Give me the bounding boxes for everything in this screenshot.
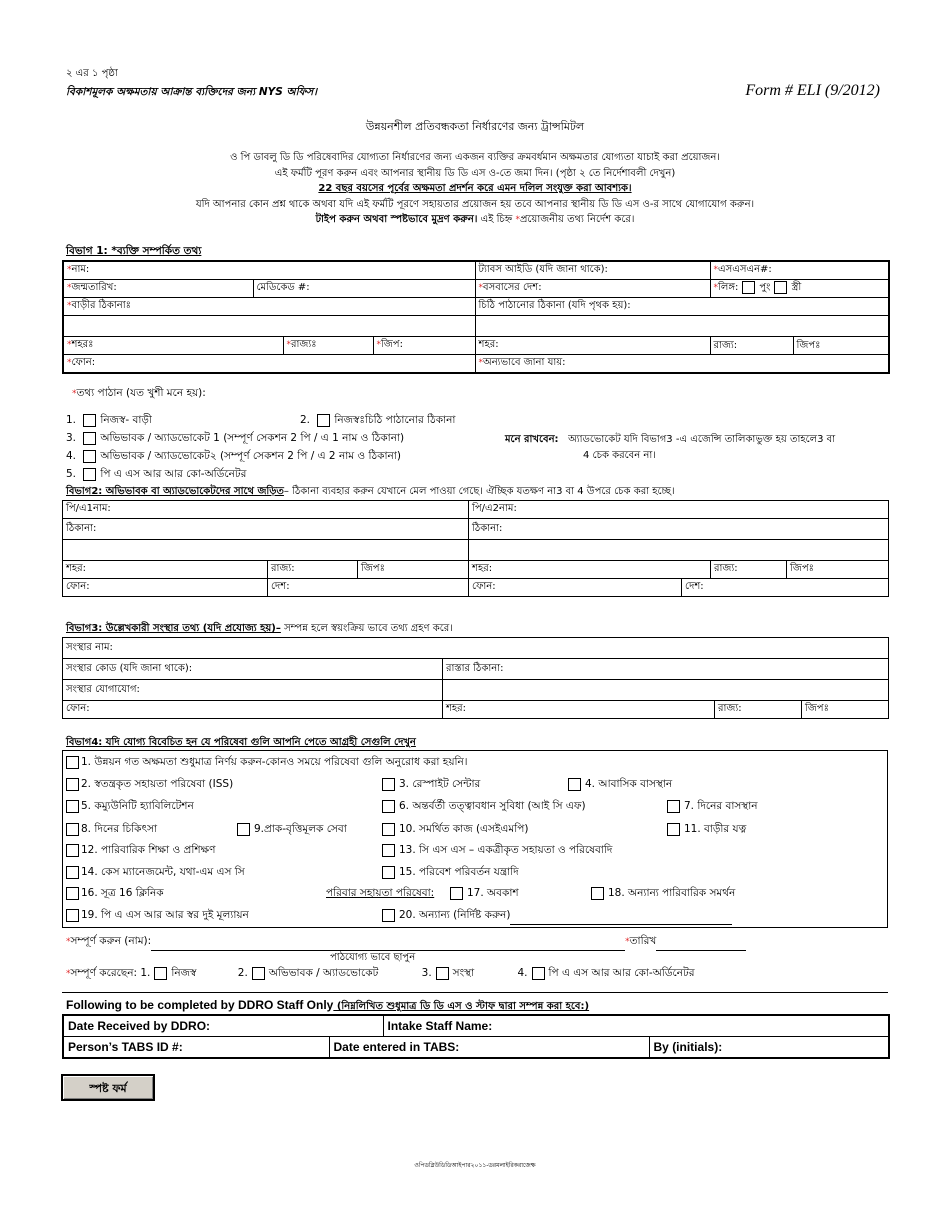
female-checkbox[interactable] [774,281,787,294]
service-13-checkbox[interactable] [382,844,395,857]
service-12-checkbox[interactable] [66,844,79,857]
service-14-checkbox[interactable] [66,866,79,879]
note-text-1: অ্যাডভোকেট যদি বিভাগ3 -এ এজেন্সি তালিকাভুক্ত হয় তাহলে3 বা [568,434,836,445]
send-pasrr-checkbox[interactable] [83,468,96,481]
name-label: নাম: [71,264,90,275]
org-name-field[interactable]: সংস্থার নাম: [63,638,889,659]
intro-text [0,150,950,229]
opt4-num: 4. [66,450,80,462]
service-11 [667,822,746,839]
service-4 [568,777,672,794]
note-label: মনে রাখবেন: [505,434,559,445]
pa1-name-field[interactable]: পি/এ1নাম: [63,501,469,519]
service-2-checkbox[interactable] [66,778,79,791]
service-19-checkbox[interactable] [66,909,79,922]
asterisk: * [713,283,719,293]
service-9 [237,822,347,839]
city-label: শহরঃ [71,339,94,350]
gender-label: লিঙ্গ: [718,282,739,293]
service-10-label: 10. সমর্থিত কাজ (এসইএমপি) [399,823,529,835]
name-field[interactable] [63,261,475,280]
service-11-label: 11. বাড়ীর যত্ন [684,823,747,835]
service-18-label: 18. অন্যান্য পারিবারিক সমর্থন [608,887,736,899]
country-field[interactable] [475,280,710,298]
home-address-line2[interactable] [63,316,475,337]
completed-by-row [66,966,695,983]
country-label: বসবাসের দেশ: [483,282,542,293]
service-13 [382,843,612,860]
asterisk: * [67,283,72,293]
dob-label: জন্মতারিখ: [71,282,117,293]
pa2-name-field[interactable]: পি/এ2নাম: [469,501,889,519]
service-17 [450,886,519,903]
date-entered-field[interactable]: Date entered in TABS: [329,1037,649,1059]
c2-num: 2. [237,967,248,979]
completed-by-name-label: সম্পূর্ণ করুন (নাম): [70,935,152,947]
zip-field[interactable] [373,337,475,355]
completed-by-pasrr-checkbox[interactable] [532,967,545,980]
completed-by-agency-label: সংস্থা [452,967,475,979]
service-20-specify-field[interactable] [510,912,732,925]
service-17-checkbox[interactable] [450,887,463,900]
street-address-line2[interactable] [443,680,889,701]
mail-city-field[interactable]: শহর: [475,337,710,355]
service-3-checkbox[interactable] [382,778,395,791]
pa2-country-field[interactable]: দেশ: [682,579,889,597]
medicaid-field[interactable]: মেডিকেড #: [253,280,475,298]
pa1-address-line2[interactable] [63,540,469,561]
pa1-phone-field[interactable]: ফোন: [63,579,268,597]
pa2-city-field[interactable]: শহর: [469,561,711,579]
completed-by-name-row [66,934,746,951]
service-1 [66,755,468,772]
pa1-city-field[interactable]: শহর: [63,561,268,579]
send-own-home-checkbox[interactable] [83,414,96,427]
ssn-label: এসএসএন#: [718,264,772,275]
male-label: পুং [759,282,771,293]
service-5-label: 5. কম্যুউনিটি হ্যাবিলিটেশন [81,800,194,812]
service-16-label: 16. সূত্র 16 ক্লিনিক [81,887,164,899]
required-asterisk: * [515,215,520,225]
service-16 [66,886,164,903]
service-4-label: 4. আবাসিক বাসস্থান [585,778,673,790]
completed-by-pasrr-label: পি এ এস আর আর কো-অর্ডিনেটর [548,967,695,979]
pa1-country-field[interactable]: দেশ: [268,579,469,597]
org-state-field[interactable]: রাজ্য: [715,701,802,719]
mail-address-field[interactable]: চিঠি পাঠানোর ঠিকানা (যদি পৃথক হয়): [475,298,889,316]
send-option-2 [300,413,455,430]
service-14-label: 14. কেস ম্যানেজমেন্ট, যথা-এম এস সি [81,866,245,878]
asterisk: * [66,969,71,979]
home-address-field[interactable] [63,298,475,316]
send-note-2: 4 চেক করবেন না। [583,450,656,461]
mail-state-zip-field[interactable] [710,337,889,355]
asterisk: * [66,937,71,947]
ssn-field[interactable] [710,261,889,280]
service-3 [382,777,480,794]
opt2-text: নিজস্বঃচিঠি পাঠানোর ঠিকানা [334,414,456,426]
send-own-mail-checkbox[interactable] [317,414,330,427]
by-initials-field[interactable]: By (initials): [649,1037,889,1059]
pa2-state-field[interactable]: রাজ্য: [711,561,787,579]
section1-title: বিভাগ 1: *ব্যক্তি সম্পর্কিত তথ্য [66,245,202,257]
agency-name: বিকাশমূলক অক্ষমতায় আক্রান্ত ব্যক্তিদের জন্য NYS অফিস। [66,86,317,98]
opt1-text: নিজস্ব- বাড়ী [100,414,152,426]
opt3-num: 3. [66,432,80,444]
intro-line-4: যদি আপনার কোন প্রশ্ন থাকে অথবা যদি এই ফর্মটি পূরণে সহায়তার প্রয়োজন হয় তবে আপনার স্থানীয় ডি ডি এস ও-র সাথে যোগাযোগ করুন। [195,198,755,210]
org-city-field[interactable]: শহর: [443,701,715,719]
opt3-text: অভিভাবক / অ্যাডভোকেট 1 (সম্পূর্ণ সেকশন 2 পি / এ 1 নাম ও ঠিকানা) [100,432,405,444]
asterisk: * [286,340,291,350]
service-6-checkbox[interactable] [382,800,395,813]
service-15 [382,865,519,882]
male-checkbox[interactable] [742,281,755,294]
tabs-id-field[interactable]: ট্যাবস আইডি (যদি জানা থাকে): [475,261,710,280]
service-12 [66,843,215,860]
phone-label: ফোন: [71,357,96,368]
intro-line-1: ও পি ডাবলু ডি ডি পরিষেবাদির যোগ্যতা নির্ধারণের জন্য একজন ব্যক্তির ক্রমবর্ধমান অক্ষমতার যোগ্যতা যাচাই করা প্রয়োজন। [230,152,720,163]
send-advocate2-checkbox[interactable] [83,450,96,463]
form-number: Form # ELI (9/2012) [745,82,880,99]
asterisk: * [67,265,72,275]
phone-field[interactable] [63,355,475,374]
state-label: রাজ্যঃ [291,339,317,350]
asterisk: * [67,340,72,350]
service-8-label: 8. দিনের চিকিৎসা [81,823,158,835]
service-9-checkbox[interactable] [237,823,250,836]
service-18 [591,886,735,903]
pa1-state-field[interactable]: রাজ্য: [268,561,358,579]
state-field[interactable] [283,337,373,355]
completed-by-advocate-label: অভিভাবক / অ্যাডভোকেট [268,967,379,979]
asterisk: * [67,358,72,368]
intro-line-5-bold: টাইপ করুন অথবা স্পষ্টভাবে মুদ্রণ করুন। [315,214,478,225]
send-info-text: তথ্য পাঠান (যত খুশী মনে হয়): [76,387,206,399]
home-address-label: বাড়ীর ঠিকানাঃ [71,300,131,311]
send-option-4 [66,449,401,466]
service-20 [382,908,732,925]
section4-title-a: বিভাগ4: [66,737,103,748]
org-phone-field[interactable]: ফোন: [63,701,443,719]
pa2-address-line2[interactable] [469,540,889,561]
service-18-checkbox[interactable] [591,887,604,900]
completed-by-self-label: নিজস্ব [171,967,197,979]
asterisk: * [625,937,630,947]
pa1-address-field[interactable]: ঠিকানা: [63,519,469,540]
date-label: তারিখ [629,935,657,947]
opt2-num: 2. [300,414,314,426]
intake-staff-field[interactable]: Intake Staff Name: [383,1015,889,1037]
date-received-field[interactable]: Date Received by DDRO: [63,1015,383,1037]
service-15-checkbox[interactable] [382,866,395,879]
org-contact-field[interactable]: সংস্থার যোগাযোগ: [63,680,443,701]
family-support-text: পরিবার সহায়তা পরিষেবা: [326,887,435,899]
pa2-phone-field[interactable]: ফোন: [469,579,682,597]
service-6 [382,799,586,816]
date-field[interactable] [656,938,746,951]
service-2-label: 2. স্বতন্ত্রকৃত সহায়তা পরিষেবা (ISS) [81,778,234,790]
org-code-field[interactable]: সংস্থার কোড (যদি জানা থাকে): [63,659,443,680]
asterisk: * [72,389,77,399]
section3-heading [66,621,453,638]
send-option-5 [66,467,246,484]
send-note [505,432,835,449]
mail-zip-label: জিপঃ [796,340,821,351]
send-option-3 [66,431,404,448]
clear-form-button[interactable]: স্পষ্ট ফর্ম [61,1074,155,1101]
intro-line-5 [0,212,950,229]
alt-contact-label: অন্যভাবে জানা যায়: [483,357,566,368]
section4-title-b: যদি যোগ্য বিবেচিত হন যে পরিষেবা গুলি আপনি পেতে আগ্রহী সেগুলি দেখুন [102,737,416,748]
form-title: উন্নয়নশীল প্রতিবন্ধকতা নির্ধারণের জন্য ট্রান্সমিটল [365,120,585,133]
service-8-checkbox[interactable] [66,823,79,836]
org-zip-field[interactable]: জিপঃ [802,701,889,719]
service-16-checkbox[interactable] [66,887,79,900]
completed-by-self-checkbox[interactable] [154,967,167,980]
asterisk: * [478,358,484,368]
send-info-label [72,386,206,403]
service-4-checkbox[interactable] [568,778,581,791]
service-7-checkbox[interactable] [667,800,680,813]
service-19-label: 19. পি এ এস আর আর স্বর দুই মূল্যায়ন [81,909,249,921]
service-7 [667,799,758,816]
opt5-num: 5. [66,468,80,480]
staff-heading-en: Following to be completed by DDRO Staff Only [66,998,334,1012]
intro-line-5-end: প্রয়োজনীয় তথ্য নির্দেশ করে। [519,214,635,225]
service-5-checkbox[interactable] [66,800,79,813]
city-field[interactable] [63,337,283,355]
mail-state-label: রাজ্য: [711,337,794,354]
opt5-text: পি এ এস আর আর কো-অর্ডিনেটর [100,468,247,480]
service-19 [66,908,249,925]
intro-line-5-rest: এই চিহ্ন [477,214,516,225]
section1-table [62,260,890,374]
service-8 [66,822,157,839]
service-1-label: 1. উন্নয়ন গত অক্ষমতা শুধুমাত্র নির্ণয় করুন-কোনও সময়ে পরিষেবা গুলি অনুরোধ করা হয়নি। [81,756,468,768]
staff-heading-bn: (নিম্নলিখিত শুধুমাত্র ডি ডি এস ও স্টাফ দ্বারা সম্পন্ন করা হবে:) [333,1001,590,1012]
service-13-label: 13. সি এস এস – একত্রীকৃত সহায়তা ও পরিষেবাদি [399,844,613,856]
section3-title: বিভাগ3: উল্লেখকারী সংস্থার তথ্য (যদি প্রযোজ্য হয়)– [66,623,281,634]
send-option-1 [66,413,152,430]
divider [62,992,888,993]
c3-num: 3. [421,967,432,979]
service-15-label: 15. পরিবেশ পরিবর্তন যন্ত্রাদি [399,866,519,878]
page-number: ২ এর ১ পৃষ্ঠা [66,68,118,79]
service-7-label: 7. দিনের বাসস্থান [684,800,758,812]
service-2 [66,777,233,794]
completed-by-label: সম্পূর্ণ করেছেন: 1. [70,967,151,979]
dob-field[interactable] [63,280,253,298]
completed-by-advocate-checkbox[interactable] [252,967,265,980]
section2-desc: – ঠিকানা ব্যবহার করুন যেখানে মেল পাওয়া গেছে। ঐচ্ছিক যতক্ষণ না3 বা 4 উপরে চেক করা হচ্ছে। [283,486,675,497]
send-advocate1-checkbox[interactable] [83,432,96,445]
print-legibly: পাঠযোগ্য ভাবে ছাপুন [330,952,416,963]
intro-line-3: 22 বছর বয়সের পূর্বের অক্ষমতা প্রদর্শন করে এমন দলিল সংযুক্ত করা আবশ্যক। [318,183,632,194]
service-1-checkbox[interactable] [66,756,79,769]
gender-field [710,280,889,298]
footer-text: ওপিডব্লিউডিডিআইপার২০১১-ডরমলাইরিকরাজেক্ষ [414,1162,536,1169]
section3-desc: সম্পন্ন হলে স্বয়ংক্রিয় ভাবে তথ্য গ্রহণ করে। [280,623,453,634]
service-6-label: 6. অন্তর্বর্তী তত্ত্বাবধান সুবিধা (আই সি এফ) [399,800,586,812]
section2-title: বিভাগ2: অভিভাবক বা অ্যাডভোকেটদের সাথে জড়িত [66,486,284,497]
asterisk: * [67,301,72,311]
c4-num: 4. [517,967,528,979]
pa1-zip-field[interactable]: জিপঃ [358,561,469,579]
section2-table [62,500,889,597]
section2-heading [66,484,675,501]
service-20-checkbox[interactable] [382,909,395,922]
street-address-field[interactable]: রাস্তার ঠিকানা: [443,659,889,680]
service-5 [66,799,194,816]
service-14 [66,865,245,882]
female-label: স্ত্রী [791,282,802,293]
service-11-checkbox[interactable] [667,823,680,836]
intro-line-2: এই ফর্মটি পূরণ করুন এবং আপনার স্থানীয় ডি ডি এস ও-তে জমা দিন। (পৃষ্ঠা ২ তে নির্দেশাবলী দেখুন) [274,167,676,179]
service-20-label: 20. অন্যান্য (নির্দিষ্ট করুন) [399,909,511,921]
service-3-label: 3. রেস্পাইট সেন্টার [399,778,481,790]
completed-by-agency-checkbox[interactable] [436,967,449,980]
service-10 [382,822,528,839]
asterisk: * [478,283,484,293]
service-17-label: 17. অবকাশ [467,887,519,899]
zip-label: জিপ: [381,339,403,350]
asterisk: * [713,265,719,275]
family-support-label [326,886,434,903]
service-12-label: 12. পারিবারিক শিক্ষা ও প্রশিক্ষণ [81,844,216,856]
asterisk: * [376,340,381,350]
service-9-label: 9.প্রাক-বৃত্তিমূলক সেবা [254,823,347,835]
section3-table [62,637,889,719]
service-10-checkbox[interactable] [382,823,395,836]
pa2-zip-field[interactable]: জিপঃ [787,561,889,579]
staff-table [62,1014,890,1059]
pa2-address-field[interactable]: ঠিকানা: [469,519,889,540]
mail-address-line2[interactable] [475,316,889,337]
opt4-text: অভিভাবক / অ্যাডভোকেট২ (সম্পূর্ণ সেকশন 2 পি / এ 2 নাম ও ঠিকানা) [100,450,401,462]
staff-tabs-id-field[interactable]: Person’s TABS ID #: [63,1037,329,1059]
alt-contact-field[interactable] [475,355,889,374]
opt1-num: 1. [66,414,80,426]
